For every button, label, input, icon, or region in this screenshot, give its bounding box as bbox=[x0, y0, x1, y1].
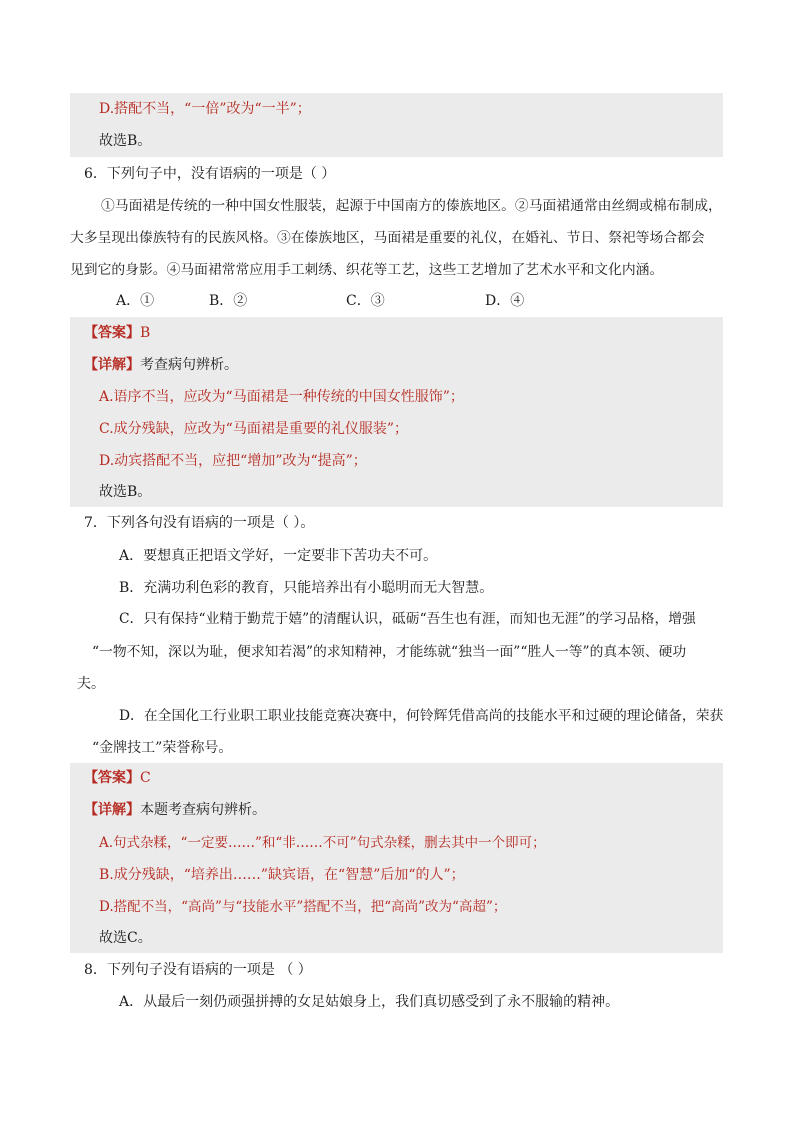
analysis-line: C.成分残缺，应改为“马面裙是重要的礼仪服装”； bbox=[99, 421, 408, 437]
detail-line-q7 bbox=[84, 800, 266, 820]
question-7-option-line: B．充满功利色彩的教育，只能培养出有小聪明而无大智慧。 bbox=[119, 580, 494, 596]
analysis-line: B.成分残缺，“培养出……”缺宾语，在“智慧”后加“的人”； bbox=[99, 867, 465, 883]
conclusion-line: 故选B。 bbox=[99, 133, 152, 149]
detail-text: 本题考查病句辨析。 bbox=[140, 802, 266, 818]
question-6-body-line: 见到它的身影。④马面裙常常应用手工刺绣、织花等工艺，这些工艺增加了艺术水平和文化内涵。 bbox=[70, 262, 664, 278]
answer-tag: 【答案】 bbox=[84, 770, 140, 786]
question-8-option-a: A．从最后一刻仍顽强拼搏的女足姑娘身上，我们真切感受到了永不服输的精神。 bbox=[119, 994, 620, 1010]
question-6-stem: 6．下列句子中，没有语病的一项是（ ） bbox=[84, 166, 336, 182]
analysis-line: A.语序不当，应改为“马面裙是一种传统的中国女性服饰”； bbox=[99, 389, 464, 405]
question-7-option-line: A．要想真正把语文学好，一定要非下苦功夫不可。 bbox=[119, 548, 438, 564]
question-7-stem: 7．下列各句没有语病的一项是（ ）。 bbox=[84, 515, 315, 531]
analysis-line: D.动宾搭配不当，应把“增加”改为“提高”； bbox=[99, 453, 367, 469]
question-7-option-line: “一物不知，深以为耻，便求知若渴”的求知精神，才能练就“独当一面”“胜人一等”的真本领、硬功 bbox=[92, 644, 687, 660]
conclusion-line: 故选B。 bbox=[99, 484, 152, 500]
conclusion-line: 故选C。 bbox=[99, 930, 152, 946]
analysis-line: D.搭配不当，“一倍”改为“一半”； bbox=[99, 101, 311, 117]
detail-line-q6 bbox=[84, 355, 238, 375]
answer-line-q6 bbox=[84, 323, 150, 343]
question-8-stem: 8．下列句子没有语病的一项是 （ ） bbox=[84, 962, 312, 978]
analysis-line: A.句式杂糅，“一定要……”和“非……不可”句式杂糅，删去其中一个即可； bbox=[99, 835, 546, 851]
question-7-option-line: 夫。 bbox=[77, 676, 105, 692]
question-6-option-b: B．② bbox=[209, 293, 248, 309]
analysis-line: D.搭配不当，“高尚”与“技能水平”搭配不当，把“高尚”改为“高超”； bbox=[99, 899, 507, 915]
question-6-option-c: C．③ bbox=[346, 293, 385, 309]
question-6-option-d: D．④ bbox=[485, 293, 525, 309]
question-6-option-a: A．① bbox=[116, 293, 155, 309]
answer-block-q6 bbox=[70, 317, 723, 507]
question-6-body-line: ①马面裙是传统的一种中国女性服装，起源于中国南方的傣族地区。②马面裙通常由丝绸或棉布制成， bbox=[101, 198, 722, 214]
question-7-option-line: “金牌技工”荣誉称号。 bbox=[92, 740, 233, 756]
answer-value: B bbox=[140, 325, 151, 341]
answer-block-q7 bbox=[70, 763, 723, 953]
answer-value: C bbox=[140, 770, 151, 786]
detail-text: 考查病句辨析。 bbox=[140, 357, 238, 373]
answer-tag: 【答案】 bbox=[84, 325, 140, 341]
question-6-body-line: 大多呈现出傣族特有的民族风格。③在傣族地区，马面裙是重要的礼仪，在婚礼、节日、祭祀等场合都会 bbox=[70, 230, 705, 246]
question-7-option-line: D．在全国化工行业职工职业技能竞赛决赛中，何铃辉凭借高尚的技能水平和过硬的理论储备，荣获 bbox=[119, 708, 724, 724]
answer-line-q7 bbox=[84, 768, 151, 788]
detail-tag: 【详解】 bbox=[84, 357, 140, 373]
detail-tag: 【详解】 bbox=[84, 802, 140, 818]
question-7-option-line: C．只有保持“业精于勤荒于嬉”的清醒认识，砥砺“吾生也有涯，而知也无涯”的学习品格，增强 bbox=[119, 611, 696, 627]
